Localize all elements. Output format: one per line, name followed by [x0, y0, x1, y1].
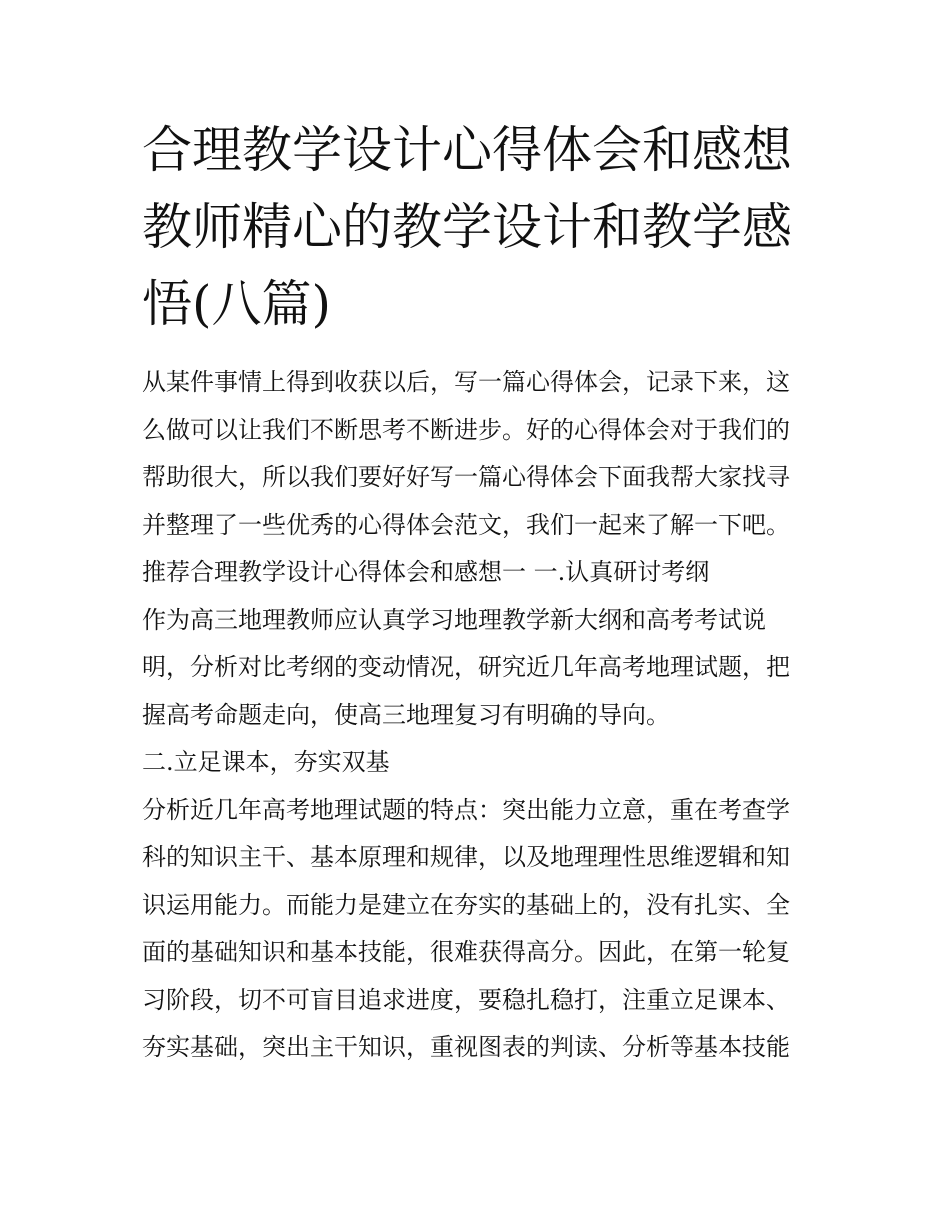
body-line: 作为高三地理教师应认真学习地理教学新大纲和高考考试说	[142, 605, 766, 634]
title-line: 教师精心的教学设计和教学感	[142, 198, 792, 256]
body-line: 夯实基础，突出主干知识，重视图表的判读、分析等基本技能	[142, 1033, 790, 1061]
title-line: 合理教学设计心得体会和感想	[142, 121, 792, 179]
body-line: 明，分析对比考纲的变动情况，研究近几年高考地理试题，把	[142, 653, 790, 681]
body-line: 面的基础知识和基本技能，很难获得高分。因此，在第一轮复	[142, 938, 790, 966]
section-heading: 二.立足课本，夯实双基	[142, 748, 390, 776]
body-line: 习阶段，切不可盲目追求进度，要稳扎稳打，注重立足课本、	[142, 985, 790, 1014]
document-title	[142, 112, 822, 343]
body-line: 帮助很大，所以我们要好好写一篇心得体会下面我帮大家找寻	[142, 463, 790, 491]
title-line: 悟(八篇)	[142, 275, 332, 333]
body-line: 么做可以让我们不断思考不断进步。好的心得体会对于我们的	[142, 415, 790, 444]
body-line: 分析近几年高考地理试题的特点：突出能力立意，重在考查学	[142, 795, 790, 824]
body-line: 识运用能力。而能力是建立在夯实的基础上的，没有扎实、全	[142, 890, 790, 919]
body-line: 握高考命题走向，使高三地理复习有明确的导向。	[142, 700, 670, 729]
document-body	[142, 359, 822, 1072]
body-line: 并整理了一些优秀的心得体会范文，我们一起来了解一下吧。	[142, 510, 790, 539]
body-line: 科的知识主干、基本原理和规律，以及地理理性思维逻辑和知	[142, 843, 790, 871]
section-heading: 推荐合理教学设计心得体会和感想一 一.认真研讨考纲	[142, 558, 710, 586]
body-line: 从某件事情上得到收获以后，写一篇心得体会，记录下来，这	[142, 368, 790, 396]
